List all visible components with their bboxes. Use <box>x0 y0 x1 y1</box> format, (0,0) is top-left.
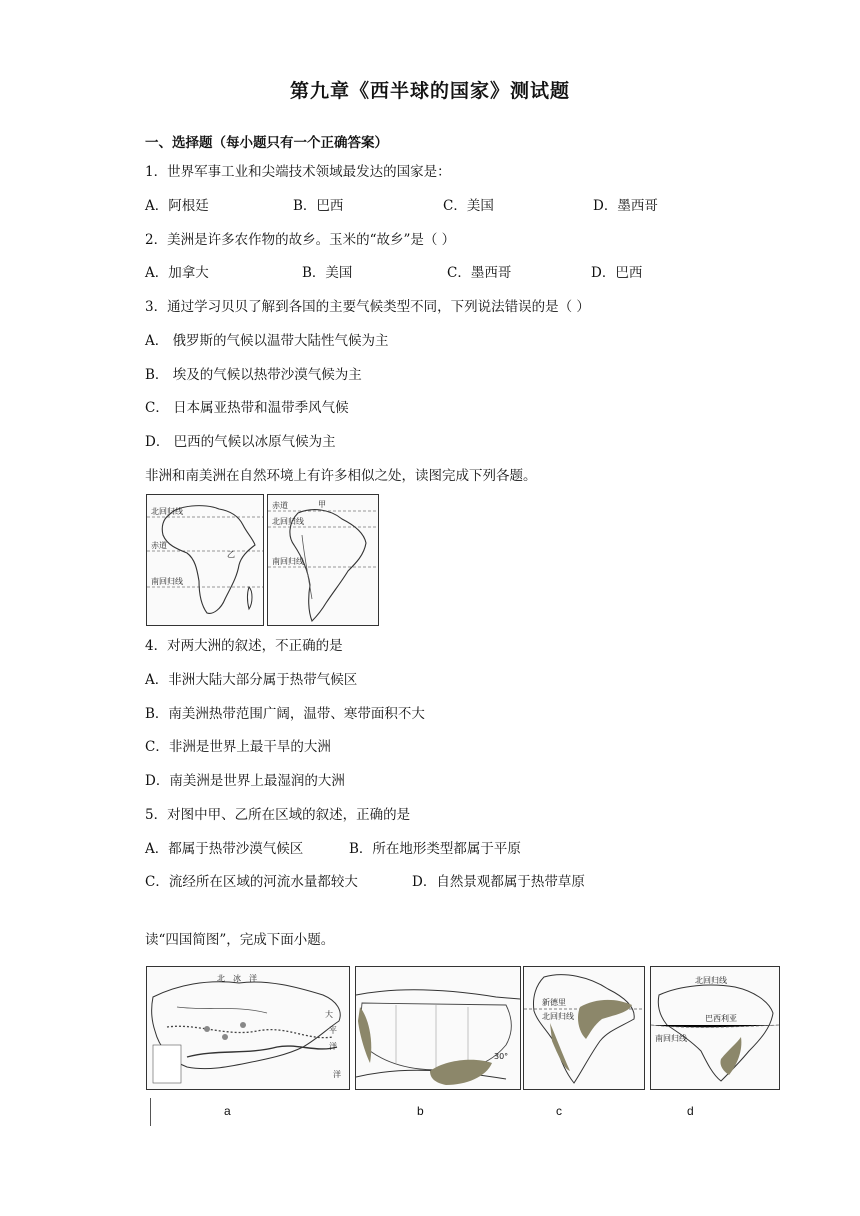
q4-option-d: D．南美洲是世界上最湿润的大洲 <box>145 773 345 789</box>
caption-b: b <box>417 1104 424 1118</box>
map-d-label-tropic-capricorn: 南回归线 <box>655 1034 687 1043</box>
africa-label-yi: 乙 <box>227 550 235 559</box>
intro-africa-south-america: 非洲和南美洲在自然环境上有许多相似之处，读图完成下列各题。 <box>145 468 537 484</box>
map-d-label-brasilia: 巴西利亚 <box>705 1014 737 1023</box>
map-a-label-6: 洋 <box>329 1042 337 1051</box>
q1-option-d: D．墨西哥 <box>593 198 658 214</box>
caption-d: d <box>687 1104 694 1118</box>
map-c-label-new-delhi: 新德里 <box>542 998 566 1007</box>
q5-option-c: C．流经所在区域的河流水量都较大 <box>145 874 358 890</box>
q3-option-d: D． 巴西的气候以冰原气候为主 <box>145 434 336 450</box>
q5-option-b: B．所在地形类型都属于平原 <box>349 841 521 857</box>
south-america-map <box>267 494 379 626</box>
map-b-label-30deg: 30° <box>494 1052 509 1061</box>
q3-option-c: C． 日本属亚热带和温带季风气候 <box>145 400 349 416</box>
map-c-label-tropic-cancer: 北回归线 <box>542 1012 574 1021</box>
page-title: 第九章《西半球的国家》测试题 <box>289 80 570 102</box>
q2-option-d: D．巴西 <box>591 265 643 281</box>
sa-label-tropic-cancer: 北回归线 <box>272 517 304 526</box>
q1-option-b: B．巴西 <box>293 198 344 214</box>
q2-option-c: C．墨西哥 <box>447 265 512 281</box>
q4-option-b: B．南美洲热带范围广阔，温带、寒带面积不大 <box>145 706 425 722</box>
left-divider <box>150 1098 151 1126</box>
q3-option-a: A． 俄罗斯的气候以温带大陆性气候为主 <box>145 333 389 349</box>
q3-option-b: B． 埃及的气候以热带沙漠气候为主 <box>145 367 362 383</box>
map-c-india <box>523 966 645 1090</box>
map-a-label-4: 大 <box>325 1010 333 1019</box>
question-1-stem: 1．世界军事工业和尖端技术领域最发达的国家是： <box>145 164 451 180</box>
africa-label-tropic-cancer: 北回归线 <box>151 507 183 516</box>
map-a-label-5: 平 <box>329 1026 337 1035</box>
africa-label-equator: 赤道 <box>151 541 167 550</box>
map-a-label-1: 北 <box>217 974 225 983</box>
map-a-label-3: 洋 <box>249 974 257 983</box>
caption-c: c <box>556 1104 562 1118</box>
map-d-brazil <box>650 966 780 1090</box>
q1-option-c: C．美国 <box>443 198 494 214</box>
map-a-label-7: 洋 <box>333 1070 341 1079</box>
q5-option-a: A．都属于热带沙漠气候区 <box>145 841 304 857</box>
caption-a: a <box>224 1104 231 1118</box>
q1-option-a: A．阿根廷 <box>145 198 209 214</box>
q5-option-d: D．自然景观都属于热带草原 <box>412 874 585 890</box>
intro-four-countries: 读“四国简图”，完成下面小题。 <box>145 932 335 948</box>
map-a-label-2: 冰 <box>233 974 241 983</box>
section-heading: 一、选择题（每小题只有一个正确答案） <box>145 135 388 151</box>
question-2-stem: 2．美洲是许多农作物的故乡。玉米的“故乡”是（ ） <box>145 232 456 248</box>
q4-option-c: C．非洲是世界上最干旱的大洲 <box>145 739 331 755</box>
question-4-stem: 4．对两大洲的叙述，不正确的是 <box>145 638 343 654</box>
q4-option-a: A．非洲大陆大部分属于热带气候区 <box>145 672 358 688</box>
africa-map <box>146 494 264 626</box>
sa-label-tropic-capricorn: 南回归线 <box>272 557 304 566</box>
africa-label-tropic-capricorn: 南回归线 <box>151 577 183 586</box>
q2-option-a: A．加拿大 <box>145 265 209 281</box>
sa-label-equator-top: 赤道 <box>272 501 288 510</box>
map-d-label-tropic-cancer: 北回归线 <box>695 976 727 985</box>
question-5-stem: 5．对图中甲、乙所在区域的叙述，正确的是 <box>145 807 411 823</box>
map-a-russia <box>146 966 350 1090</box>
question-3-stem: 3．通过学习贝贝了解到各国的主要气候类型不同，下列说法错误的是（ ） <box>145 299 590 315</box>
map-b-usa <box>355 966 521 1090</box>
q2-option-b: B．美国 <box>302 265 353 281</box>
sa-label-jia: 甲 <box>318 500 326 509</box>
